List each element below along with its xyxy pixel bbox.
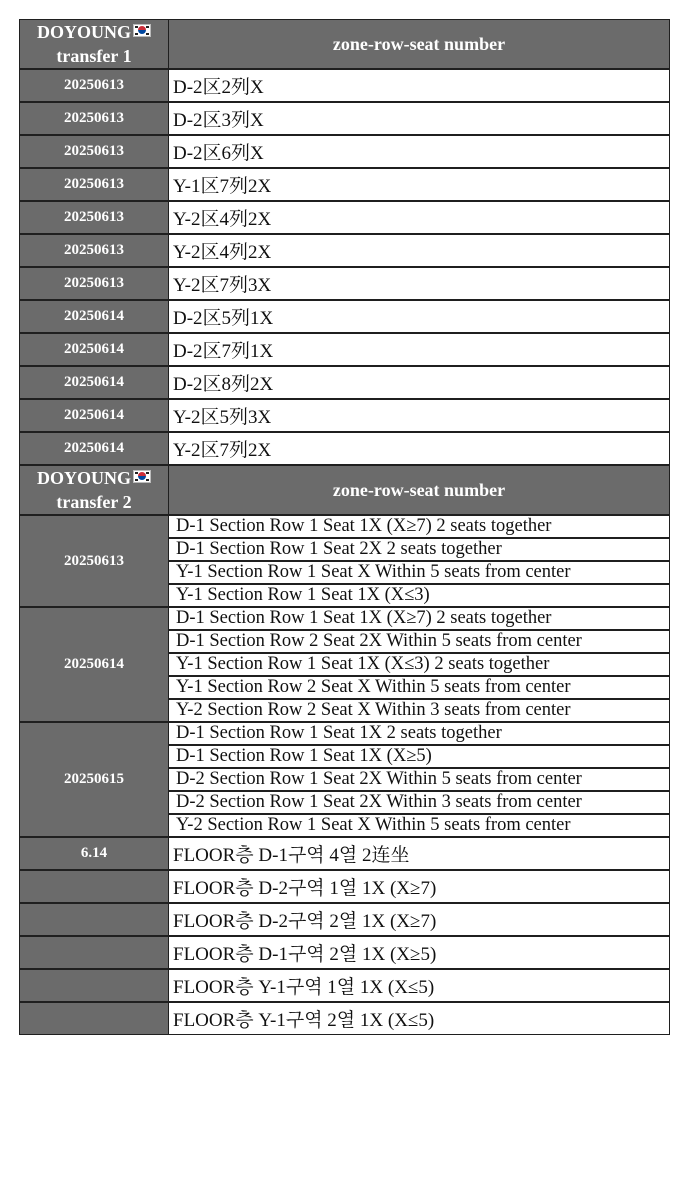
floor-body	[19, 837, 670, 1035]
seat-cell: Y-2区7列2X	[169, 432, 670, 465]
seat-cell: FLOOR층 D-1구역 4열 2连坐	[169, 837, 670, 870]
table-row	[19, 201, 670, 234]
seat-cell: FLOOR층 D-2구역 1열 1X (X≥7)	[169, 870, 670, 903]
transfer1-header-label	[19, 19, 169, 69]
seat-cell: D-2区8列2X	[169, 366, 670, 399]
seat-table	[19, 19, 670, 1035]
table-row	[19, 432, 670, 465]
south-korea-flag-icon	[133, 24, 151, 37]
table-row	[19, 102, 670, 135]
seat-cell: Y-1 Section Row 2 Seat X Within 5 seats from center	[169, 676, 670, 699]
seat-cell: D-2 Section Row 1 Seat 2X Within 5 seats from center	[169, 768, 670, 791]
date-cell: 20250614	[19, 432, 169, 465]
date-cell: 20250613	[19, 135, 169, 168]
date-cell: 20250615	[19, 722, 169, 837]
table-row	[19, 969, 670, 1002]
date-group	[19, 515, 670, 607]
seat-cell: D-2区6列X	[169, 135, 670, 168]
table-row	[19, 366, 670, 399]
date-cell: 20250613	[19, 102, 169, 135]
date-cell	[19, 936, 169, 969]
transfer2-header-row	[19, 465, 670, 515]
seat-cell: D-2 Section Row 1 Seat 2X Within 3 seats from center	[169, 791, 670, 814]
date-cell: 6.14	[19, 837, 169, 870]
seat-cell: D-1 Section Row 1 Seat 1X (X≥7) 2 seats together	[169, 515, 670, 538]
header-transfer-label: transfer 2	[56, 492, 132, 512]
seat-cell: D-2区7列1X	[169, 333, 670, 366]
seat-cell: D-1 Section Row 1 Seat 1X 2 seats together	[169, 722, 670, 745]
seat-cell: Y-1 Section Row 1 Seat 1X (X≤3) 2 seats together	[169, 653, 670, 676]
table-row	[19, 168, 670, 201]
transfer2-body	[19, 515, 670, 837]
date-cell: 20250613	[19, 267, 169, 300]
date-cell	[19, 903, 169, 936]
table-row	[19, 333, 670, 366]
table-row	[19, 903, 670, 936]
date-cell	[19, 870, 169, 903]
date-group	[19, 607, 670, 722]
seat-cell: Y-1 Section Row 1 Seat X Within 5 seats from center	[169, 561, 670, 584]
seat-cell: D-1 Section Row 1 Seat 2X 2 seats together	[169, 538, 670, 561]
seat-cell: D-1 Section Row 1 Seat 1X (X≥5)	[169, 745, 670, 768]
header-artist-name: DOYOUNG	[37, 468, 131, 488]
table-row	[19, 870, 670, 903]
table-row	[19, 1002, 670, 1035]
date-cell: 20250614	[19, 366, 169, 399]
date-cell: 20250613	[19, 234, 169, 267]
transfer2-header-column-title: zone-row-seat number	[169, 465, 670, 515]
header-transfer-label: transfer 1	[56, 46, 132, 66]
seat-cell: Y-1区7列2X	[169, 168, 670, 201]
table-row	[19, 267, 670, 300]
date-cell: 20250614	[19, 607, 169, 722]
transfer1-body	[19, 69, 670, 465]
seat-cell: FLOOR층 D-2구역 2열 1X (X≥7)	[169, 903, 670, 936]
seat-cell: FLOOR층 Y-1구역 1열 1X (X≤5)	[169, 969, 670, 1002]
table-row	[19, 300, 670, 333]
date-cell: 20250614	[19, 300, 169, 333]
date-cell: 20250614	[19, 399, 169, 432]
seat-cell: FLOOR층 D-1구역 2열 1X (X≥5)	[169, 936, 670, 969]
table-row	[19, 399, 670, 432]
seat-list	[169, 515, 670, 607]
seat-cell: Y-2区4列2X	[169, 201, 670, 234]
seat-cell: D-1 Section Row 1 Seat 1X (X≥7) 2 seats together	[169, 607, 670, 630]
seat-cell: Y-2区5列3X	[169, 399, 670, 432]
date-cell: 20250613	[19, 168, 169, 201]
transfer1-header-row	[19, 19, 670, 69]
seat-cell: D-2区2列X	[169, 69, 670, 102]
seat-cell: Y-2区7列3X	[169, 267, 670, 300]
seat-cell: Y-2 Section Row 2 Seat X Within 3 seats from center	[169, 699, 670, 722]
date-cell	[19, 1002, 169, 1035]
date-cell: 20250614	[19, 333, 169, 366]
date-cell: 20250613	[19, 201, 169, 234]
seat-cell: Y-1 Section Row 1 Seat 1X (X≤3)	[169, 584, 670, 607]
table-row	[19, 69, 670, 102]
seat-cell: D-2区5列1X	[169, 300, 670, 333]
seat-cell: FLOOR층 Y-1구역 2열 1X (X≤5)	[169, 1002, 670, 1035]
date-group	[19, 722, 670, 837]
seat-cell: D-1 Section Row 2 Seat 2X Within 5 seats from center	[169, 630, 670, 653]
transfer1-header-column-title: zone-row-seat number	[169, 19, 670, 69]
date-cell: 20250613	[19, 69, 169, 102]
seat-cell: Y-2区4列2X	[169, 234, 670, 267]
seat-list	[169, 722, 670, 837]
table-row	[19, 936, 670, 969]
date-cell	[19, 969, 169, 1002]
table-row	[19, 234, 670, 267]
seat-cell: D-2区3列X	[169, 102, 670, 135]
seat-list	[169, 607, 670, 722]
south-korea-flag-icon	[133, 470, 151, 483]
table-row	[19, 837, 670, 870]
table-row	[19, 135, 670, 168]
date-cell: 20250613	[19, 515, 169, 607]
transfer2-header-label	[19, 465, 169, 515]
seat-cell: Y-2 Section Row 1 Seat X Within 5 seats from center	[169, 814, 670, 837]
header-artist-name: DOYOUNG	[37, 22, 131, 42]
